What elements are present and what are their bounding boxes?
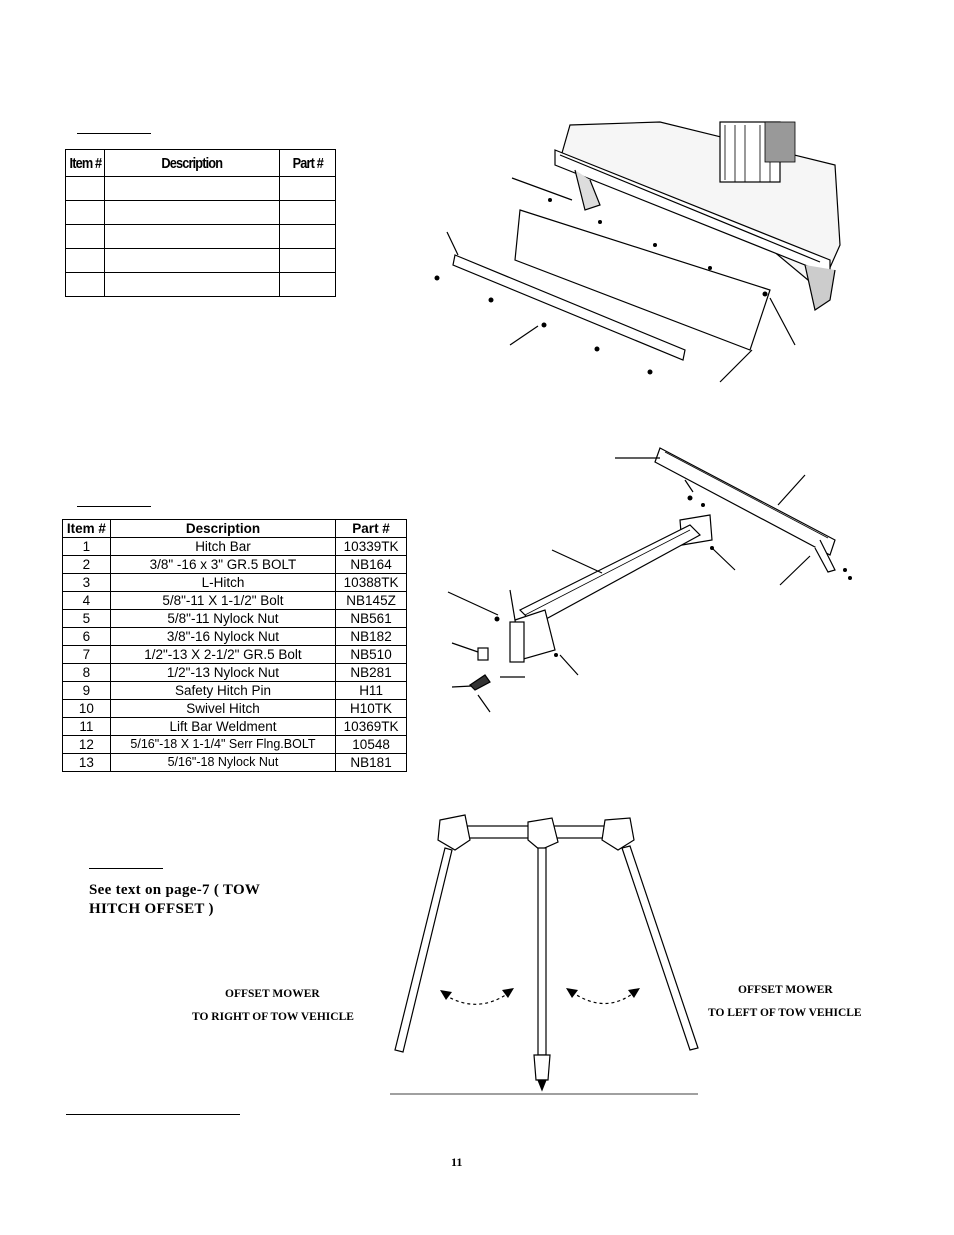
label-right-1: OFFSET MOWER (225, 988, 320, 1000)
cell-part: NB182 (336, 628, 407, 646)
cell-item: 12 (63, 736, 111, 754)
cell-part: NB164 (336, 556, 407, 574)
label-right-2: TO RIGHT OF TOW VEHICLE (192, 1011, 354, 1023)
cell-description: 5/8"-11 X 1-1/2" Bolt (110, 592, 335, 610)
cell-description: 5/8"-11 Nylock Nut (110, 610, 335, 628)
cell-part: NB181 (336, 754, 407, 772)
cell-part: NB561 (336, 610, 407, 628)
col-description: Description (118, 150, 267, 177)
col-description: Description (110, 520, 335, 538)
cell-description: Hitch Bar (110, 538, 335, 556)
cell-part: 10388TK (336, 574, 407, 592)
deck-scraper-drawing (447, 122, 840, 382)
cell-description: 5/16"-18 Nylock Nut (110, 754, 335, 772)
cell-part: NB145Z (336, 592, 407, 610)
tow-hitch-offset-drawing (390, 815, 698, 1094)
cell-description: 1/2"-13 Nylock Nut (110, 664, 335, 682)
cell-part: 10548 (336, 736, 407, 754)
cell-item: 11 (63, 718, 111, 736)
cell-item: 5 (63, 610, 111, 628)
cell-item: 4 (63, 592, 111, 610)
col-item: Item # (68, 150, 101, 177)
label-left-1: OFFSET MOWER (738, 984, 833, 996)
cell-part: NB510 (336, 646, 407, 664)
cell-description: 5/16"-18 X 1-1/4" Serr Flng.BOLT (110, 736, 335, 754)
cell-item: 2 (63, 556, 111, 574)
cell-item: 13 (63, 754, 111, 772)
cell-item: 6 (63, 628, 111, 646)
col-item: Item # (63, 520, 111, 538)
cell-item: 9 (63, 682, 111, 700)
page-number: 11 (451, 1155, 463, 1169)
cell-item: 8 (63, 664, 111, 682)
cell-description: Swivel Hitch (110, 700, 335, 718)
col-part: Part # (336, 520, 407, 538)
cell-description: 3/8"-16 Nylock Nut (110, 628, 335, 646)
cell-item: 7 (63, 646, 111, 664)
cell-description: 3/8" -16 x 3" GR.5 BOLT (110, 556, 335, 574)
cell-description: L-Hitch (110, 574, 335, 592)
cell-part: H10TK (336, 700, 407, 718)
cell-description: Lift Bar Weldment (110, 718, 335, 736)
label-left-2: TO LEFT OF TOW VEHICLE (708, 1007, 862, 1019)
hitch-assembly-drawing (448, 448, 835, 712)
note-line-1: See text on page-7 ( TOW (89, 882, 261, 898)
cell-item: 3 (63, 574, 111, 592)
cell-part: NB281 (336, 664, 407, 682)
cell-part: H11 (336, 682, 407, 700)
cell-part: 10369TK (336, 718, 407, 736)
cell-description: Safety Hitch Pin (110, 682, 335, 700)
cell-item: 1 (63, 538, 111, 556)
cell-description: 1/2"-13 X 2-1/2" GR.5 Bolt (110, 646, 335, 664)
col-part: Part # (284, 150, 331, 177)
cell-part: 10339TK (336, 538, 407, 556)
cell-item: 10 (63, 700, 111, 718)
note-line-2: HITCH OFFSET ) (89, 901, 214, 917)
